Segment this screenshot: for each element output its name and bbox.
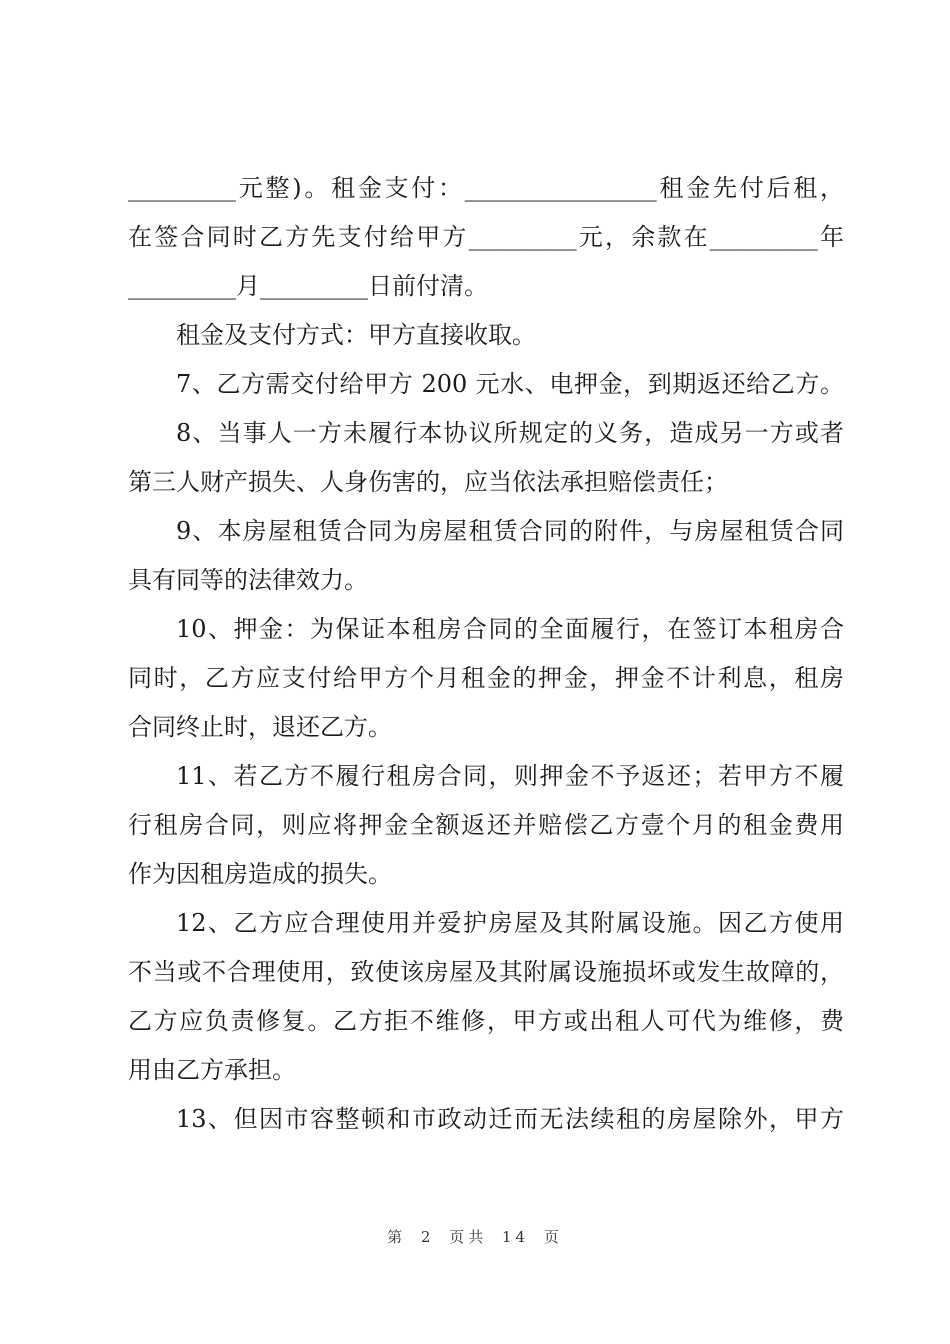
text-line: 13、但因市容整顿和市政动迁而无法续租的房屋除外，甲方 <box>176 1105 844 1133</box>
document-body <box>128 164 844 1144</box>
text-line: 合同终止时，退还乙方。 <box>128 713 392 741</box>
text-line: _________月_________日前付清。 <box>128 272 488 300</box>
text-line: 不当或不合理使用，致使该房屋及其附属设施损坏或发生故障的， <box>128 958 844 986</box>
text-line: 用由乙方承担。 <box>128 1056 296 1084</box>
text-line: 10、押金：为保证本租房合同的全面履行，在签订本租房合 <box>176 615 844 643</box>
page-footer: 第 2 页共 14 页 <box>387 1228 563 1246</box>
text-line: 租金及支付方式：甲方直接收取。 <box>176 321 536 349</box>
text-line: 8、当事人一方未履行本协议所规定的义务，造成另一方或者 <box>176 419 844 447</box>
text-line: 第三人财产损失、人身伤害的，应当依法承担赔偿责任； <box>128 468 728 496</box>
text-line: 乙方应负责修复。乙方拒不维修，甲方或出租人可代为维修，费 <box>128 1007 844 1035</box>
text-line: 12、乙方应合理使用并爱护房屋及其附属设施。因乙方使用 <box>176 909 844 937</box>
text-line: 行租房合同，则应将押金全额返还并赔偿乙方壹个月的租金费用 <box>128 811 844 839</box>
text-line: 作为因租房造成的损失。 <box>128 860 392 888</box>
text-line: 11、若乙方不履行租房合同，则押金不予返还；若甲方不履 <box>176 762 844 790</box>
text-line: 同时，乙方应支付给甲方个月租金的押金，押金不计利息，租房 <box>128 664 844 692</box>
text-line: 在签合同时乙方先支付给甲方_________元，余款在_________年 <box>128 223 844 251</box>
text-line: 9、本房屋租赁合同为房屋租赁合同的附件，与房屋租赁合同 <box>176 517 844 545</box>
text-line: 具有同等的法律效力。 <box>128 566 368 594</box>
text-line: 7、乙方需交付给甲方 200 元水、电押金，到期返还给乙方。 <box>176 370 844 398</box>
text-line: _________元整)。租金支付：________________租金先付后租， <box>128 174 844 202</box>
